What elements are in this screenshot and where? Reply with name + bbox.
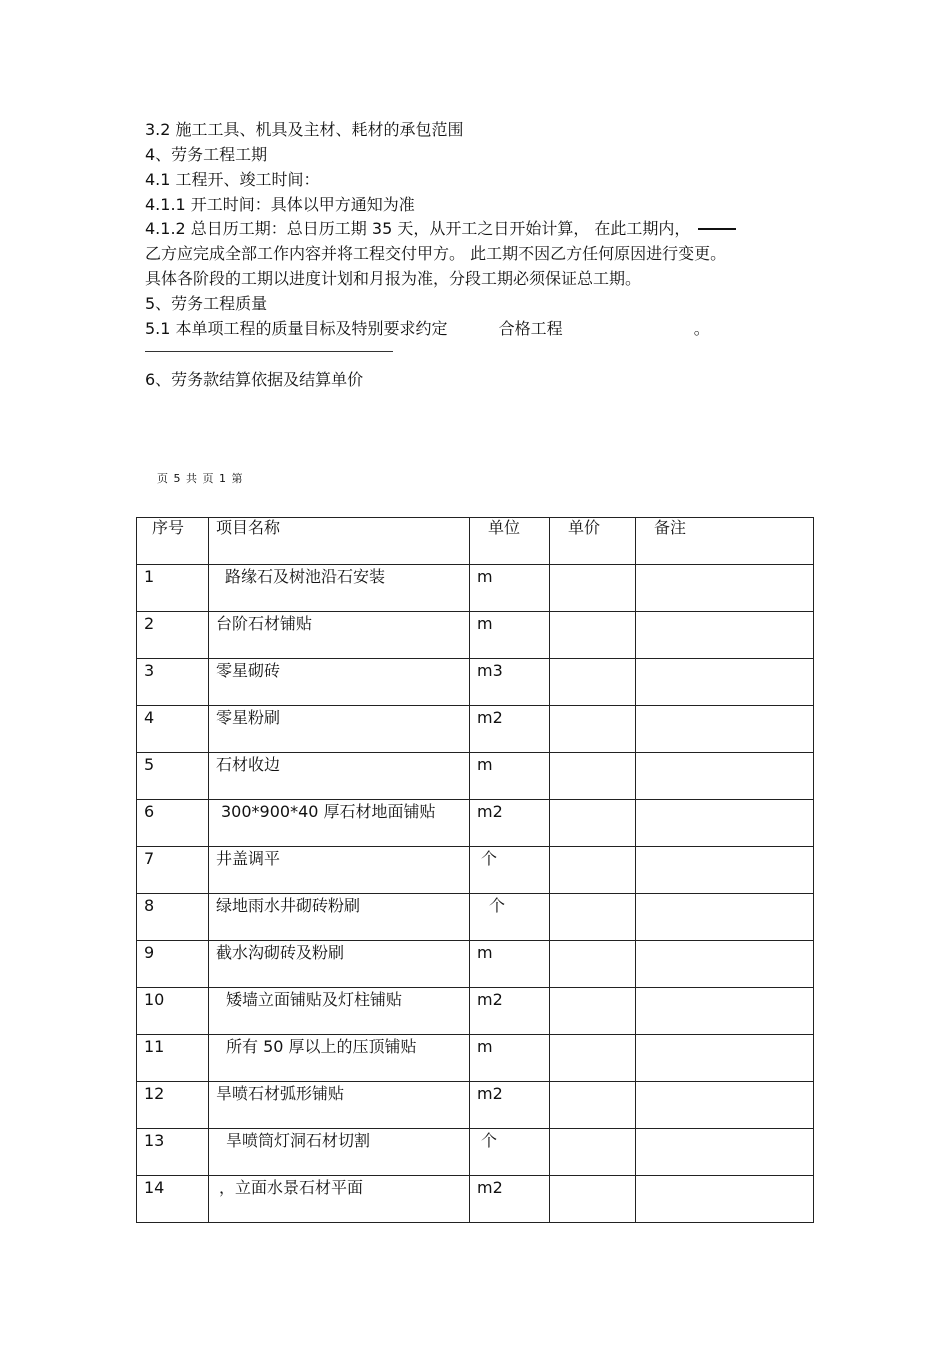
header-unit: 单位: [470, 518, 550, 565]
cell-price: [550, 1176, 636, 1223]
cell-item: 旱喷筒灯洞石材切割: [209, 1129, 470, 1176]
cell-price: [550, 847, 636, 894]
cell-note: [636, 941, 814, 988]
cell-seq: 11: [137, 1035, 209, 1082]
quality-end: 。: [693, 319, 710, 338]
cell-unit: m: [470, 1035, 550, 1082]
cell-item: 300*900*40 厚石材地面铺贴: [209, 800, 470, 847]
quality-value: 合格工程: [498, 319, 563, 338]
cell-price: [550, 659, 636, 706]
header-item: 项目名称: [209, 518, 470, 565]
settlement-table: [136, 517, 814, 1223]
cell-note: [636, 894, 814, 941]
header-note: 备注: [636, 518, 814, 565]
cell-unit: m: [470, 565, 550, 612]
cell-price: [550, 612, 636, 659]
cell-seq: 5: [137, 753, 209, 800]
table-row: [137, 1082, 814, 1129]
cell-note: [636, 1129, 814, 1176]
cell-seq: 12: [137, 1082, 209, 1129]
page-number: 页 5 共 页 1 第: [157, 472, 244, 485]
table-row: [137, 1035, 814, 1082]
cell-unit: m2: [470, 988, 550, 1035]
cell-price: [550, 565, 636, 612]
cell-price: [550, 1082, 636, 1129]
cell-price: [550, 706, 636, 753]
cell-unit: m: [470, 941, 550, 988]
cell-unit: 个: [470, 847, 550, 894]
clause-3-2: 3.2 施工工具、机具及主材、耗材的承包范围: [145, 120, 464, 139]
cell-price: [550, 1035, 636, 1082]
cell-unit: m: [470, 753, 550, 800]
cell-price: [550, 894, 636, 941]
cell-note: [636, 1035, 814, 1082]
cell-unit: 个: [470, 1129, 550, 1176]
cell-unit: m2: [470, 706, 550, 753]
cell-seq: 7: [137, 847, 209, 894]
cell-unit: m2: [470, 1082, 550, 1129]
clause-4-1-2-cont1: 乙方应完成全部工作内容并将工程交付甲方。 此工期不因乙方任何原因进行变更。: [145, 244, 727, 263]
table-row: [137, 941, 814, 988]
cell-item: 矮墙立面铺贴及灯柱铺贴: [209, 988, 470, 1035]
table-row: [137, 706, 814, 753]
cell-seq: 6: [137, 800, 209, 847]
cell-unit: 个: [470, 894, 550, 941]
cell-price: [550, 988, 636, 1035]
cell-note: [636, 706, 814, 753]
cell-unit: m3: [470, 659, 550, 706]
section-4-heading: 4、劳务工程工期: [145, 145, 268, 164]
cell-note: [636, 1082, 814, 1129]
table-row: [137, 659, 814, 706]
cell-note: [636, 1176, 814, 1223]
table-row: [137, 612, 814, 659]
cell-unit: m2: [470, 1176, 550, 1223]
table-row: [137, 894, 814, 941]
cell-item: 石材收边: [209, 753, 470, 800]
cell-price: [550, 941, 636, 988]
cell-item: 旱喷石材弧形铺贴: [209, 1082, 470, 1129]
cell-price: [550, 800, 636, 847]
clause-4-1-2-cont2: 具体各阶段的工期以进度计划和月报为准，分段工期必须保证总工期。: [145, 269, 642, 288]
cell-item: 绿地雨水井砌砖粉刷: [209, 894, 470, 941]
cell-seq: 13: [137, 1129, 209, 1176]
header-price: 单价: [550, 518, 636, 565]
clause-4-1-2: [145, 219, 736, 239]
cell-note: [636, 565, 814, 612]
underline-rule: [145, 351, 393, 352]
cell-item: ，立面水景石材平面: [209, 1176, 470, 1223]
cell-price: [550, 753, 636, 800]
cell-seq: 9: [137, 941, 209, 988]
table-row: [137, 1176, 814, 1223]
cell-item: 路缘石及树池沿石安装: [209, 565, 470, 612]
cell-unit: m: [470, 612, 550, 659]
cell-item: 井盖调平: [209, 847, 470, 894]
cell-item: 零星砌砖: [209, 659, 470, 706]
cell-note: [636, 753, 814, 800]
cell-note: [636, 847, 814, 894]
cell-note: [636, 612, 814, 659]
table-row: [137, 753, 814, 800]
cell-item: 截水沟砌砖及粉刷: [209, 941, 470, 988]
cell-item: 所有 50 厚以上的压顶铺贴: [209, 1035, 470, 1082]
clause-4-1: 4.1 工程开、竣工时间：: [145, 170, 320, 189]
cell-seq: 14: [137, 1176, 209, 1223]
cell-seq: 1: [137, 565, 209, 612]
cell-note: [636, 659, 814, 706]
table-row: [137, 565, 814, 612]
table-row: [137, 988, 814, 1035]
clause-4-1-1: 4.1.1 开工时间：具体以甲方通知为准: [145, 195, 415, 214]
cell-item: 台阶石材铺贴: [209, 612, 470, 659]
table-header-row: [137, 518, 814, 565]
cell-seq: 4: [137, 706, 209, 753]
cell-seq: 8: [137, 894, 209, 941]
table-row: [137, 1129, 814, 1176]
clause-5-1: [145, 319, 710, 339]
table-row: [137, 800, 814, 847]
section-6-heading: 6、劳务款结算依据及结算单价: [145, 370, 364, 389]
section-5-heading: 5、劳务工程质量: [145, 294, 268, 313]
cell-seq: 10: [137, 988, 209, 1035]
cell-price: [550, 1129, 636, 1176]
clause-4-1-2-text: 4.1.2 总日历工期：总日历工期 35 天，从开工之日开始计算， 在此工期内，: [145, 219, 691, 238]
cell-seq: 3: [137, 659, 209, 706]
cell-item: 零星粉刷: [209, 706, 470, 753]
cell-seq: 2: [137, 612, 209, 659]
clause-5-1-text: 5.1 本单项工程的质量目标及特别要求约定: [145, 319, 448, 338]
table-row: [137, 847, 814, 894]
cell-note: [636, 988, 814, 1035]
cell-note: [636, 800, 814, 847]
header-seq: 序号: [137, 518, 209, 565]
cell-unit: m2: [470, 800, 550, 847]
fill-blank: [698, 228, 736, 230]
